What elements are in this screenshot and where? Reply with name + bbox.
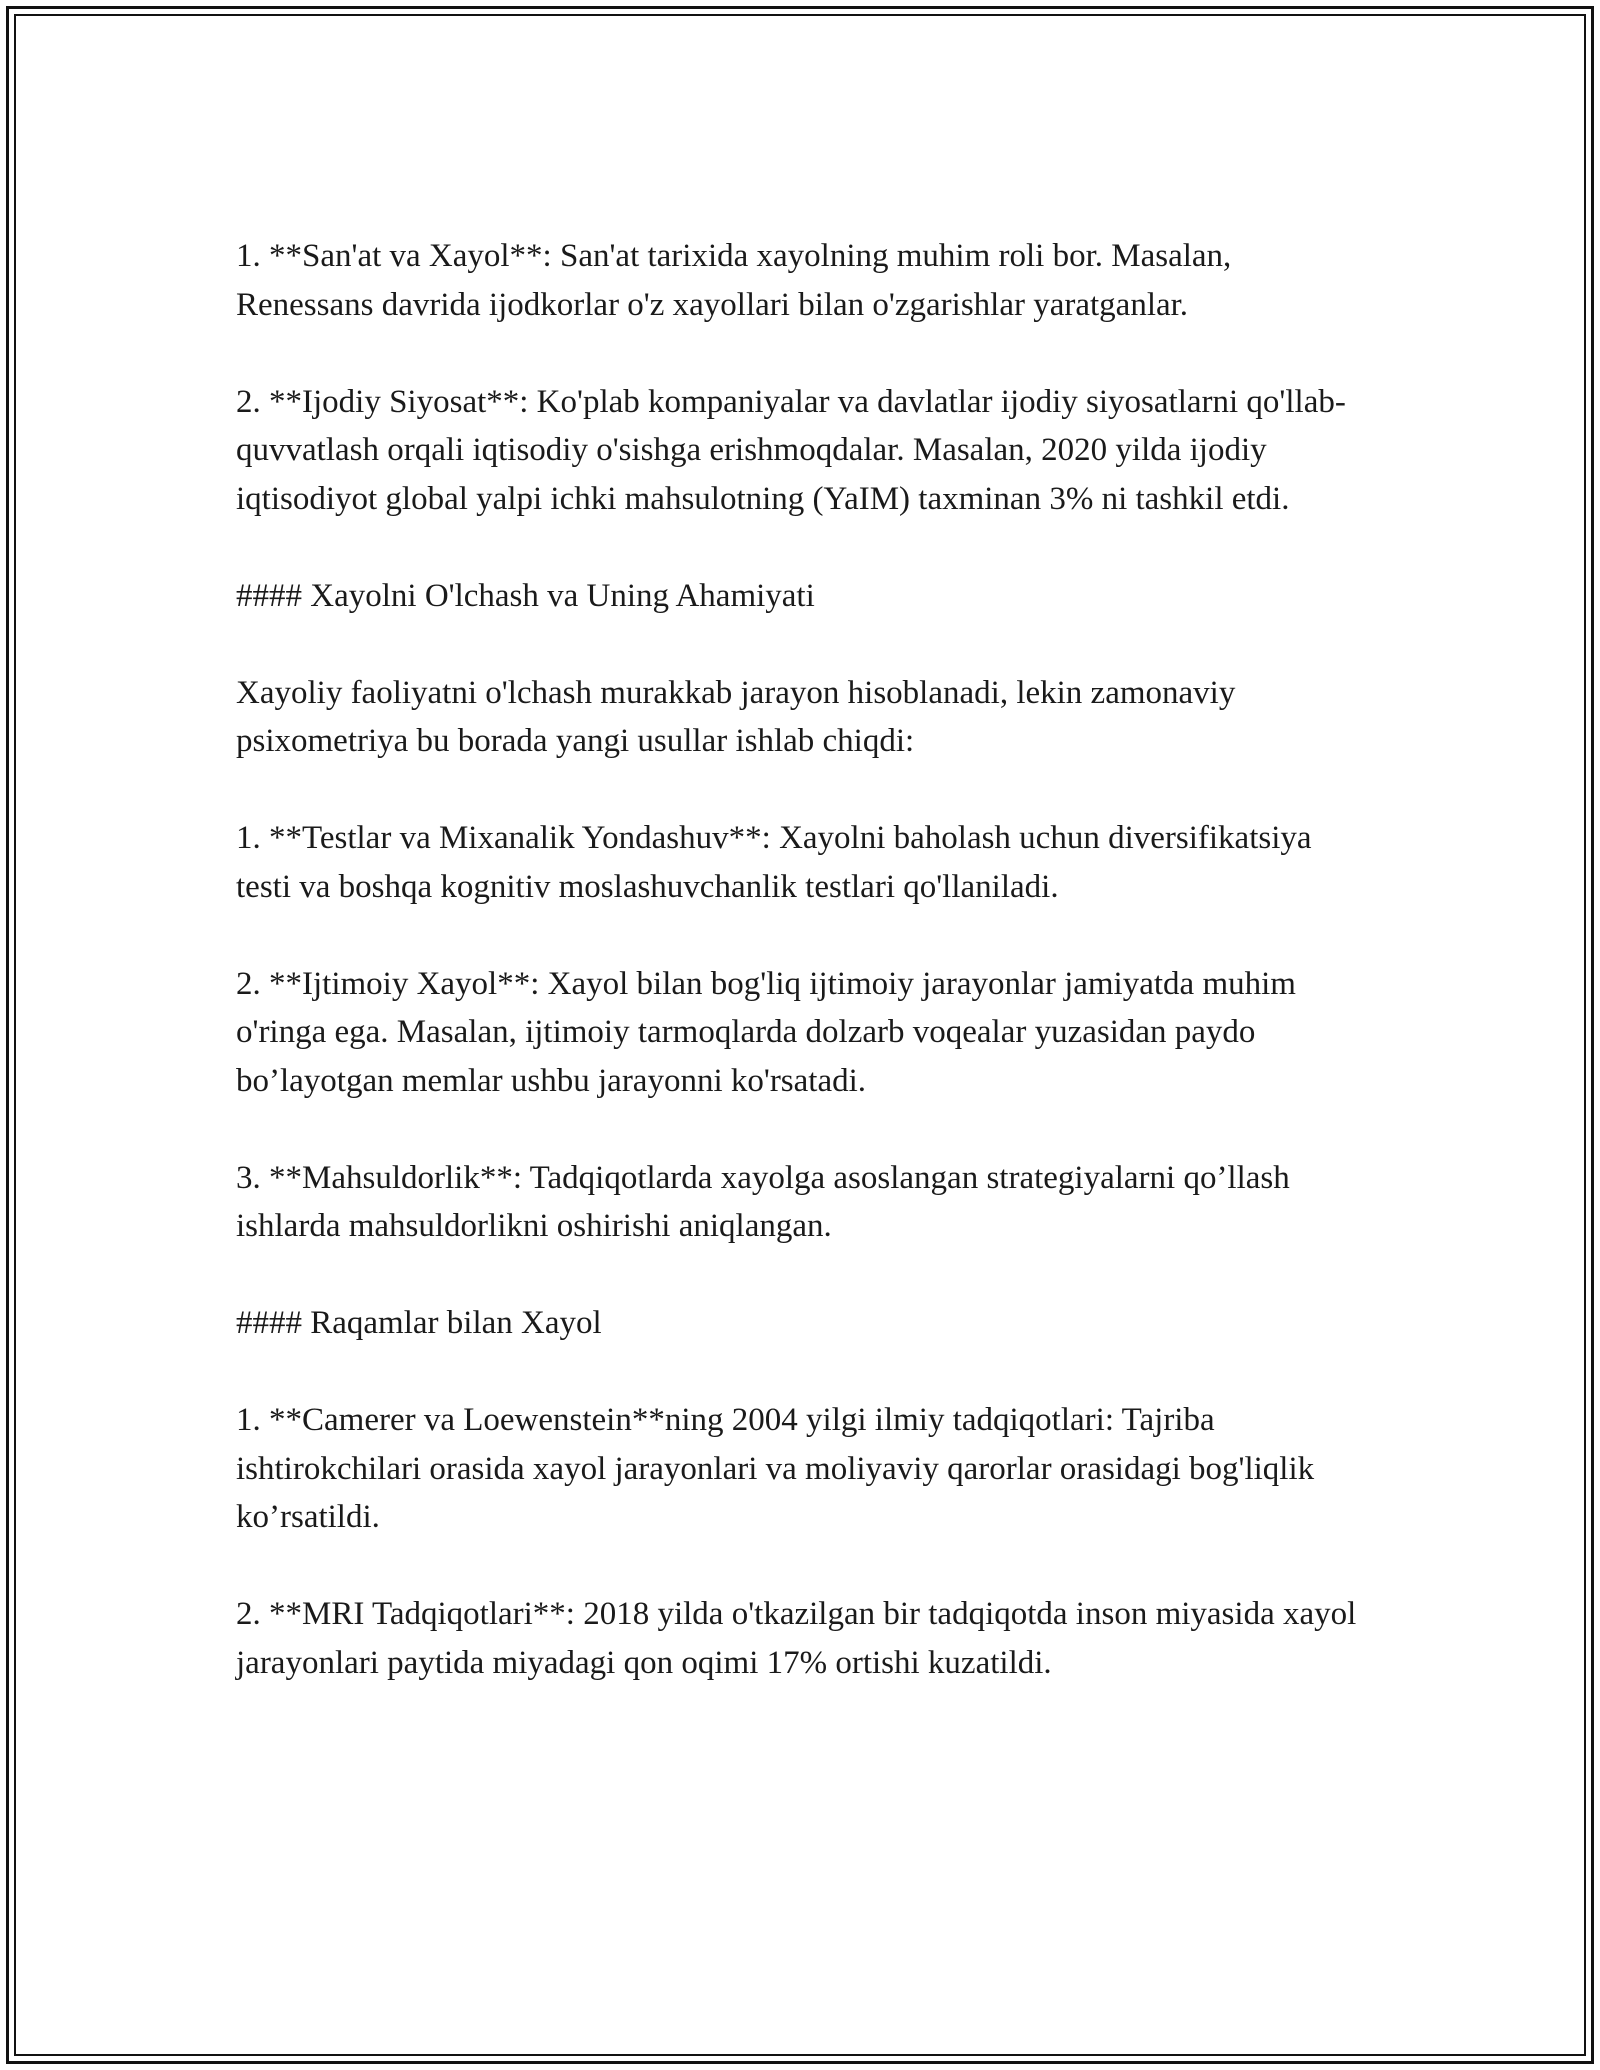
section-heading-xayolni-olchash: #### Xayolni O'lchash va Uning Ahamiyati (236, 577, 815, 614)
document-body (236, 232, 1366, 1736)
list-item-sanat-va-xayol: 1. **San'at va Xayol**: San'at tarixida xayolning muhim roli bor. Masalan, Renessans davrida ijodkorlar o'z xayollari bilan o'zgarishlar yaratganlar. (236, 238, 1232, 323)
list-item-ijtimoiy-xayol: 2. **Ijtimoiy Xayol**: Xayol bilan bog'liq ijtimoiy jarayonlar jamiyatda muhim o'ringa ega. Masalan, ijtimoiy tarmoqlarda dolzarb voqealar yuzasidan paydo bo’layotgan memlar ushbu jarayonni ko'rsatadi. (236, 965, 1296, 1099)
list-item-mri: 2. **MRI Tadqiqotlari**: 2018 yilda o'tkazilgan bir tadqiqotda inson miyasida xayol jarayonlari paytida miyadagi qon oqimi 17% ortishi kuzatildi. (236, 1596, 1357, 1681)
section-heading-raqamlar: #### Raqamlar bilan Xayol (236, 1305, 602, 1341)
list-item-camerer: 1. **Camerer va Loewenstein**ning 2004 yilgi ilmiy tadqiqotlari: Tajriba ishtirokchilari orasida xayol jarayonlari va moliyaviy qarorlar orasidagi bog'liqlik ko’rsatildi. (236, 1402, 1315, 1535)
list-item-ijodiy-siyosat: 2. **Ijodiy Siyosat**: Ko'plab kompaniyalar va davlatlar ijodiy siyosatlarni qo'llab-quvvatlash orqali iqtisodiy o'sishga erishmoqdalar. Masalan, 2020 yilda ijodiy iqtisodiyot global yalpi ichki mahsulotning (YaIM) taxminan 3% ni tashkil etdi. (236, 383, 1346, 517)
list-item-mahsuldorlik: 3. **Mahsuldorlik**: Tadqiqotlarda xayolga asoslangan strategiyalarni qo’llash ishlarda mahsuldorlikni oshirishi aniqlangan. (236, 1159, 1290, 1244)
paragraph-intro: Xayoliy faoliyatni o'lchash murakkab jarayon hisoblanadi, lekin zamonaviy psixometriya bu borada yangi usullar ishlab chiqdi: (236, 674, 1236, 759)
list-item-testlar: 1. **Testlar va Mixanalik Yondashuv**: Xayolni baholash uchun diversifikatsiya testi va boshqa kognitiv moslashuvchanlik testlari qo'llaniladi. (236, 820, 1312, 905)
